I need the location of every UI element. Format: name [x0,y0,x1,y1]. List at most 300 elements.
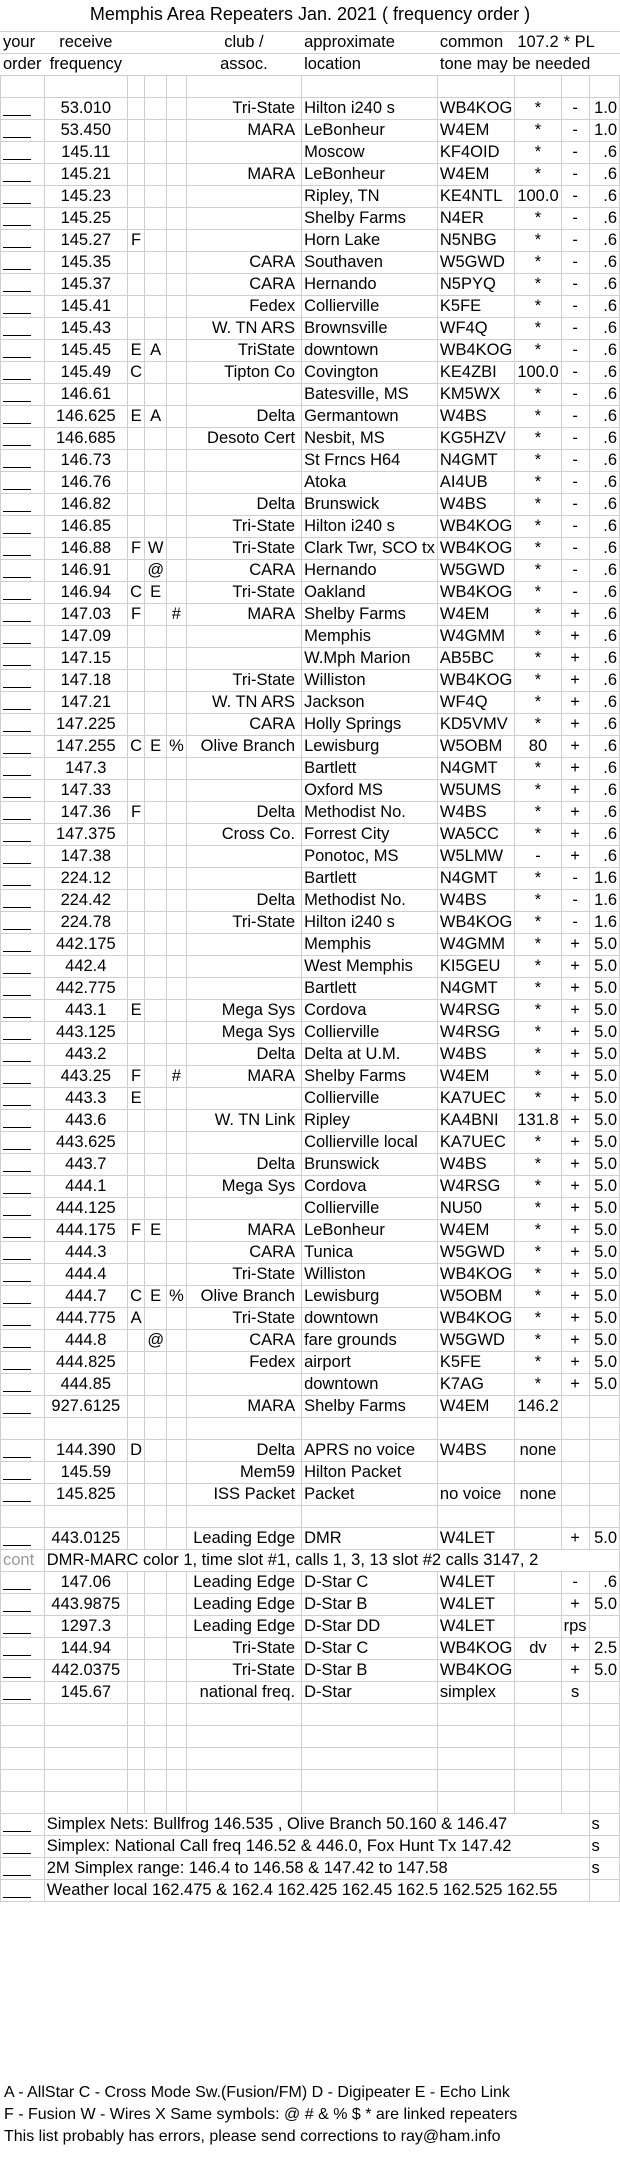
order-blank-line[interactable] [3,123,31,138]
empty-cell [515,1506,561,1528]
tone: * [515,648,561,670]
flag-1 [127,714,144,736]
order-blank [1,406,45,428]
order-blank-line[interactable] [3,849,31,864]
empty-cell [589,1418,619,1440]
order-blank [1,230,45,252]
offset: + [561,626,589,648]
order-blank-line[interactable] [3,1003,31,1018]
order-blank-line[interactable] [3,761,31,776]
flag-2 [145,780,167,802]
flag-3 [167,1132,187,1154]
order-blank-line[interactable] [3,1443,31,1458]
flag-1 [127,648,144,670]
order-blank-line[interactable] [3,1069,31,1084]
flag-1 [127,142,144,164]
empty-cell [561,1506,589,1528]
table-row [1,868,620,890]
flag-1 [127,186,144,208]
offset-value: .6 [589,692,619,714]
order-blank-line[interactable] [3,211,31,226]
tone: * [515,142,561,164]
table-row [1,1264,620,1286]
offset: + [561,1044,589,1066]
offset: + [561,1000,589,1022]
flag-3 [167,582,187,604]
flag-3 [167,1440,187,1462]
flag-3 [167,846,187,868]
offset: + [561,604,589,626]
order-blank-line[interactable] [3,1883,31,1898]
empty-cell [437,76,514,98]
header-club-2: assoc. [186,54,301,76]
flag-2 [145,714,167,736]
flag-3 [167,1110,187,1132]
order-blank-line[interactable] [3,1531,31,1546]
offset: + [561,714,589,736]
flag-1 [127,384,144,406]
callsign: W5GWD [437,252,514,274]
empty-cell [127,1726,144,1748]
club [186,230,301,252]
flag-3 [167,1220,187,1242]
order-blank-line[interactable] [3,1135,31,1150]
flag-2 [145,824,167,846]
spacer-row [1,1748,620,1770]
empty-cell [515,76,561,98]
tone: * [515,868,561,890]
location: Atoka [302,472,438,494]
corrections-line: This list probably has errors, please send corrections to ray@ham.info [4,2128,501,2145]
tone: * [515,208,561,230]
flag-3 [167,1484,187,1506]
callsign: N4GMT [437,868,514,890]
order-blank-line[interactable] [3,717,31,732]
table-row [1,1330,620,1352]
order-blank-line[interactable] [3,1333,31,1348]
order-blank-line[interactable] [3,1267,31,1282]
table-row [1,98,620,120]
empty-cell [561,1726,589,1748]
tone: * [515,1044,561,1066]
callsign: WB4KOG [437,670,514,692]
callsign: N5PYQ [437,274,514,296]
order-blank-line[interactable] [3,827,31,842]
order-blank-line[interactable] [3,453,31,468]
callsign: W5GWD [437,1330,514,1352]
order-blank-line[interactable] [3,563,31,578]
tone [515,1682,561,1704]
order-blank-line[interactable] [3,277,31,292]
table-row [1,1220,620,1242]
table-row [1,714,620,736]
flag-3 [167,868,187,890]
order-blank-line[interactable] [3,1201,31,1216]
club [186,846,301,868]
digital-row [1,1616,620,1638]
empty-cell [589,1792,619,1814]
order-blank-line[interactable] [3,101,31,116]
flag-3 [167,1572,187,1594]
order-blank-line[interactable] [3,607,31,622]
order-blank-line[interactable] [3,1465,31,1480]
empty-cell [589,1770,619,1792]
tone: * [515,1264,561,1286]
order-blank-line[interactable] [3,1311,31,1326]
order-blank-line[interactable] [3,1641,31,1656]
empty-cell [186,1506,301,1528]
callsign: WB4KOG [437,1308,514,1330]
tone: * [515,956,561,978]
tone: * [515,1198,561,1220]
offset: + [561,648,589,670]
order-blank-line[interactable] [3,915,31,930]
callsign: W4BS [437,1440,514,1462]
offset-value: .6 [589,318,619,340]
empty-cell [44,1506,127,1528]
frequency: 146.88 [44,538,127,560]
offset-value: 5.0 [589,1198,619,1220]
order-blank [1,1858,45,1880]
order-blank-line[interactable] [3,1685,31,1700]
order-blank-line[interactable] [3,1575,31,1590]
order-blank-line[interactable] [3,1619,31,1634]
callsign: W4EM [437,1220,514,1242]
tone: * [515,1088,561,1110]
order-blank-line[interactable] [3,1861,31,1876]
table-row [1,1352,620,1374]
order-blank-line[interactable] [3,1245,31,1260]
order-blank-line[interactable] [3,1663,31,1678]
frequency: 444.3 [44,1242,127,1264]
callsign: WB4KOG [437,1638,514,1660]
table-row [1,406,620,428]
location: Hilton Packet [302,1462,438,1484]
frequency: 145.35 [44,252,127,274]
order-blank-line[interactable] [3,365,31,380]
flag-2 [145,428,167,450]
flag-2 [145,252,167,274]
flag-3 [167,1088,187,1110]
flag-2 [145,912,167,934]
order-blank-line[interactable] [3,497,31,512]
offset-value: 1.6 [589,890,619,912]
club: CARA [186,274,301,296]
location: Methodist No. [302,890,438,912]
flag-2: W [145,538,167,560]
tone: 146.2 [515,1396,561,1418]
order-blank [1,1264,45,1286]
frequency: 442.0375 [44,1660,127,1682]
order-blank-line[interactable] [3,1839,31,1854]
flag-1 [127,758,144,780]
simplex-text: Simplex Nets: Bullfrog 146.535 , Olive Branch 50.160 & 146.47 [44,1814,589,1836]
tone: * [515,1374,561,1396]
offset: - [561,560,589,582]
order-blank-line[interactable] [3,585,31,600]
location: Hernando [302,274,438,296]
offset: - [561,494,589,516]
empty-cell [127,1748,144,1770]
flag-2 [145,1066,167,1088]
order-blank-line[interactable] [3,937,31,952]
callsign: W4LET [437,1572,514,1594]
order-blank-line[interactable] [3,1223,31,1238]
order-blank [1,934,45,956]
flag-1: A [127,1308,144,1330]
order-blank-line[interactable] [3,519,31,534]
order-blank-line[interactable] [3,343,31,358]
order-blank-line[interactable] [3,673,31,688]
callsign: KI5GEU [437,956,514,978]
order-blank-line[interactable] [3,233,31,248]
order-blank-line[interactable] [3,1289,31,1304]
order-blank-line[interactable] [3,1179,31,1194]
offset-value: 5.0 [589,1308,619,1330]
tone: * [515,978,561,1000]
empty-cell [127,1792,144,1814]
flag-3 [167,230,187,252]
order-blank-line[interactable] [3,805,31,820]
tone: * [515,1220,561,1242]
empty-cell [561,1770,589,1792]
order-blank [1,1396,45,1418]
tone [515,1528,561,1550]
flag-2 [145,120,167,142]
offset: + [561,780,589,802]
offset: + [561,670,589,692]
club [186,780,301,802]
table-row [1,516,620,538]
order-blank [1,538,45,560]
order-blank-line[interactable] [3,1047,31,1062]
flag-1 [127,450,144,472]
table-row [1,1396,620,1418]
spacer-row [1,76,620,98]
flag-3 [167,1528,187,1550]
location: Holly Springs [302,714,438,736]
legend-footer [4,2082,517,2148]
location: Bartlett [302,758,438,780]
order-blank [1,186,45,208]
location: Germantown [302,406,438,428]
packet-row [1,1440,620,1462]
flag-3 [167,164,187,186]
simplex-end: s [589,1858,619,1880]
empty-cell [44,1418,127,1440]
order-blank-line[interactable] [3,1487,31,1502]
order-blank-line[interactable] [3,409,31,424]
frequency: 147.38 [44,846,127,868]
empty-cell [302,76,438,98]
callsign: N4ER [437,208,514,230]
empty-cell [589,1506,619,1528]
table-row [1,736,620,758]
callsign: AB5BC [437,648,514,670]
order-blank-line[interactable] [3,695,31,710]
frequency: 443.3 [44,1088,127,1110]
callsign: NU50 [437,1198,514,1220]
offset-value: 5.0 [589,1374,619,1396]
frequency: 145.41 [44,296,127,318]
offset-value: 5.0 [589,1110,619,1132]
order-blank-line[interactable] [3,1025,31,1040]
flag-2 [145,1000,167,1022]
order-blank-line[interactable] [3,255,31,270]
club: national freq. [186,1682,301,1704]
order-blank-line[interactable] [3,1157,31,1172]
flag-1 [127,956,144,978]
club: ISS Packet [186,1484,301,1506]
packet-row [1,1462,620,1484]
offset-value: .6 [589,714,619,736]
flag-3 [167,362,187,384]
offset: + [561,1066,589,1088]
callsign: W4BS [437,1044,514,1066]
callsign: W4EM [437,1396,514,1418]
offset: + [561,1132,589,1154]
offset-value: 5.0 [589,1220,619,1242]
tone: * [515,758,561,780]
order-blank-line[interactable] [3,871,31,886]
order-blank [1,1154,45,1176]
frequency: 144.94 [44,1638,127,1660]
callsign: WA5CC [437,824,514,846]
tone: * [515,824,561,846]
table-row [1,824,620,846]
offset-value: .6 [589,626,619,648]
empty-cell [186,1770,301,1792]
mode: D-Star [302,1682,438,1704]
order-blank-line[interactable] [3,475,31,490]
table-row [1,494,620,516]
offset-value: 5.0 [589,978,619,1000]
order-blank-line[interactable] [3,1399,31,1414]
order-blank-line[interactable] [3,1377,31,1392]
frequency: 443.9875 [44,1594,127,1616]
order-blank-line[interactable] [3,541,31,556]
tone: * [515,428,561,450]
location: Methodist No. [302,802,438,824]
order-blank-line[interactable] [3,651,31,666]
order-blank-line[interactable] [3,981,31,996]
frequency: 145.21 [44,164,127,186]
flag-2 [145,1088,167,1110]
location: West Memphis [302,956,438,978]
order-blank-line[interactable] [3,893,31,908]
offset: + [561,1286,589,1308]
order-blank-line[interactable] [3,1355,31,1370]
table-row [1,120,620,142]
order-blank-line[interactable] [3,1113,31,1128]
offset-value: 5.0 [589,1088,619,1110]
simplex-text: Weather local 162.475 & 162.4 162.425 162.45 162.5 162.525 162.55 [44,1880,589,1902]
flag-3 [167,626,187,648]
offset-value: 2.5 [589,1638,619,1660]
order-blank [1,252,45,274]
order-blank-line[interactable] [3,959,31,974]
callsign: W4BS [437,802,514,824]
location: Shelby Farms [302,604,438,626]
callsign: KG5HZV [437,428,514,450]
order-blank-line[interactable] [3,739,31,754]
spacer-row [1,1792,620,1814]
offset-value: 5.0 [589,934,619,956]
empty-cell [561,76,589,98]
offset-value: 5.0 [589,1242,619,1264]
simplex-row [1,1814,620,1836]
order-blank [1,1242,45,1264]
location: Jackson [302,692,438,714]
table-row [1,1044,620,1066]
table-row [1,956,620,978]
club [186,978,301,1000]
table-row [1,142,620,164]
club: W. TN Link [186,1110,301,1132]
callsign: W4RSG [437,1000,514,1022]
flag-1: E [127,340,144,362]
table-row [1,780,620,802]
frequency: 146.73 [44,450,127,472]
empty-cell [515,1792,561,1814]
order-blank-line[interactable] [3,1817,31,1832]
order-blank [1,1088,45,1110]
flag-2 [145,604,167,626]
order-blank-line[interactable] [3,1091,31,1106]
table-row [1,670,620,692]
location: Collierville [302,1022,438,1044]
tone [515,1572,561,1594]
callsign: N4GMT [437,450,514,472]
location: Shelby Farms [302,208,438,230]
empty-cell [127,1418,144,1440]
order-blank-line[interactable] [3,783,31,798]
order-blank [1,1440,45,1462]
offset-value: 5.0 [589,1264,619,1286]
order-blank-line[interactable] [3,1597,31,1612]
order-blank [1,670,45,692]
order-blank-line[interactable] [3,145,31,160]
order-blank [1,384,45,406]
order-blank-line[interactable] [3,167,31,182]
order-blank-line[interactable] [3,299,31,314]
frequency: 442.775 [44,978,127,1000]
order-blank-line[interactable] [3,387,31,402]
order-blank [1,164,45,186]
empty-cell [145,1704,167,1726]
empty-cell [167,1704,187,1726]
order-blank-line[interactable] [3,431,31,446]
order-blank-line[interactable] [3,321,31,336]
club: Delta [186,494,301,516]
offset-value: 5.0 [589,956,619,978]
empty-cell [44,1726,127,1748]
club: Olive Branch [186,1286,301,1308]
empty-cell [167,1418,187,1440]
table-row [1,846,620,868]
club: Fedex [186,1352,301,1374]
order-blank [1,340,45,362]
order-blank-line[interactable] [3,189,31,204]
order-blank-line[interactable] [3,629,31,644]
offset-value: .6 [589,582,619,604]
location: Ponotoc, MS [302,846,438,868]
tone: * [515,1286,561,1308]
club: Delta [186,1440,301,1462]
tone: 100.0 [515,362,561,384]
mode: DMR [302,1528,438,1550]
flag-1 [127,1660,144,1682]
